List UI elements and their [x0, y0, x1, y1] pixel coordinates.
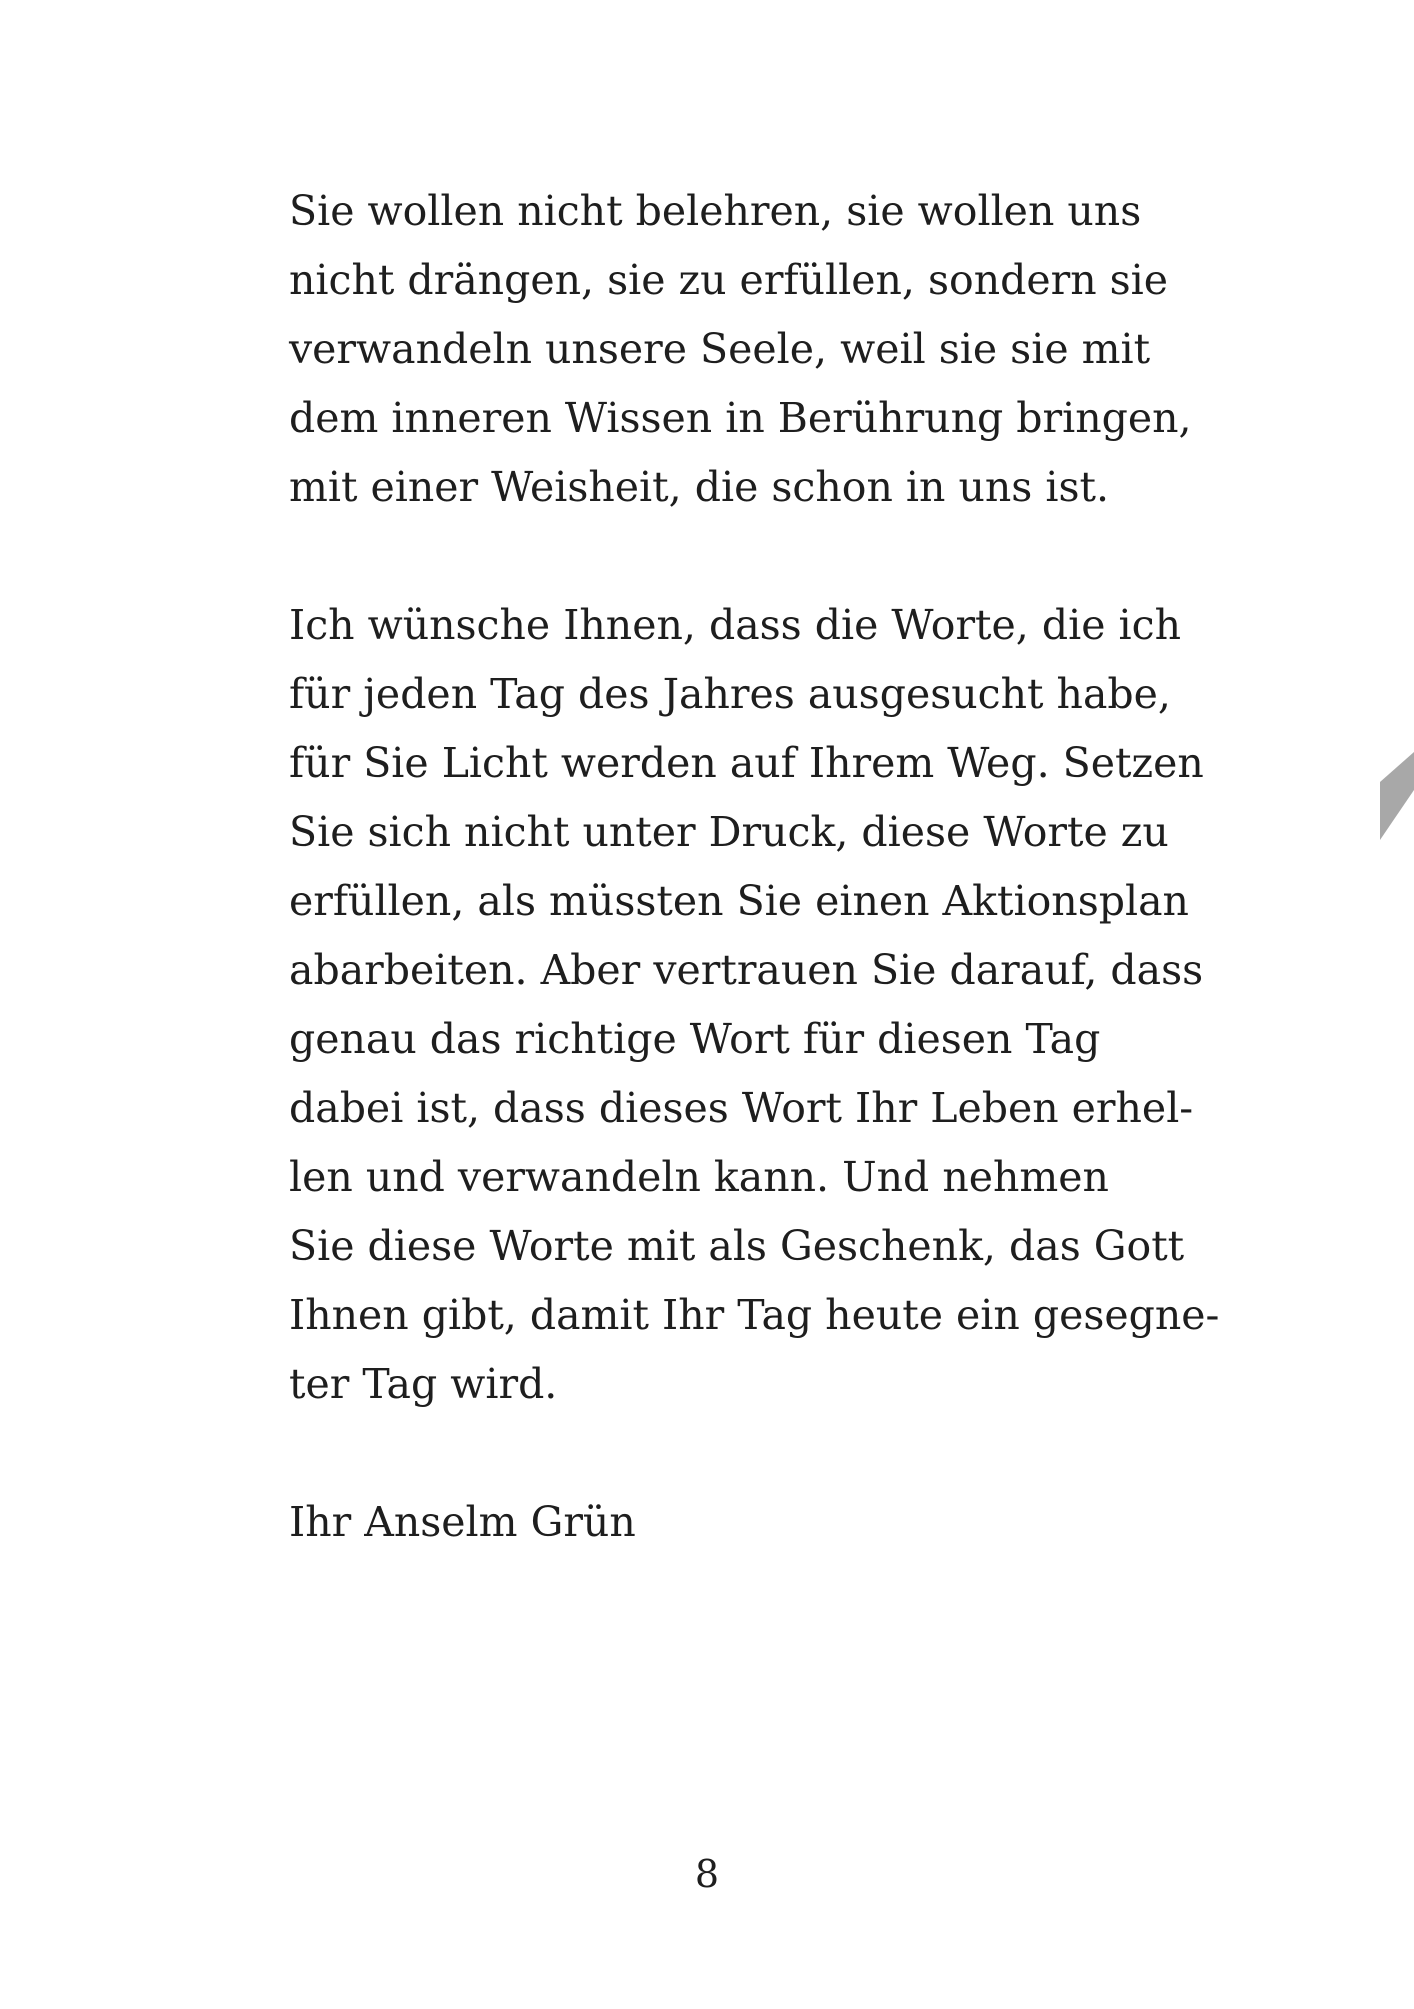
text-line: für Sie Licht werden auf Ihrem Weg. Setzen — [289, 739, 1204, 787]
body-text — [289, 177, 1229, 1557]
text-line: genau das richtige Wort für diesen Tag — [289, 1015, 1101, 1063]
text-line: abarbeiten. Aber vertrauen Sie darauf, dass — [289, 946, 1204, 994]
text-line: für jeden Tag des Jahres ausgesucht habe, — [289, 670, 1171, 718]
paragraph-gap — [289, 1419, 1229, 1488]
text-line: len und verwandeln kann. Und nehmen — [289, 1153, 1109, 1201]
page-number: 8 — [694, 1852, 720, 1896]
text-line: Ich wünsche Ihnen, dass die Worte, die ich — [289, 601, 1181, 649]
text-line: Ihnen gibt, damit Ihr Tag heute ein gesegne- — [289, 1291, 1220, 1339]
text-line: Sie sich nicht unter Druck, diese Worte zu — [289, 808, 1169, 856]
text-line: mit einer Weisheit, die schon in uns ist. — [289, 463, 1109, 511]
paragraph-intro — [289, 177, 1229, 522]
text-line: ter Tag wird. — [289, 1360, 558, 1408]
text-line: dem inneren Wissen in Berührung bringen, — [289, 394, 1192, 442]
paragraph-wish — [289, 591, 1229, 1419]
thumb-index-tab — [1376, 752, 1414, 840]
thumb-index-shape — [1380, 752, 1414, 840]
text-line: erfüllen, als müssten Sie einen Aktionsplan — [289, 877, 1189, 925]
signature — [289, 1488, 1229, 1557]
paragraph-gap — [289, 522, 1229, 591]
text-line: Sie wollen nicht belehren, sie wollen uns — [289, 187, 1142, 235]
text-line: Sie diese Worte mit als Geschenk, das Gott — [289, 1222, 1185, 1270]
signature-line: Ihr Anselm Grün — [289, 1498, 636, 1546]
text-line: nicht drängen, sie zu erfüllen, sondern sie — [289, 256, 1169, 304]
text-line: dabei ist, dass dieses Wort Ihr Leben erhel- — [289, 1084, 1194, 1132]
text-line: verwandeln unsere Seele, weil sie sie mit — [289, 325, 1151, 373]
